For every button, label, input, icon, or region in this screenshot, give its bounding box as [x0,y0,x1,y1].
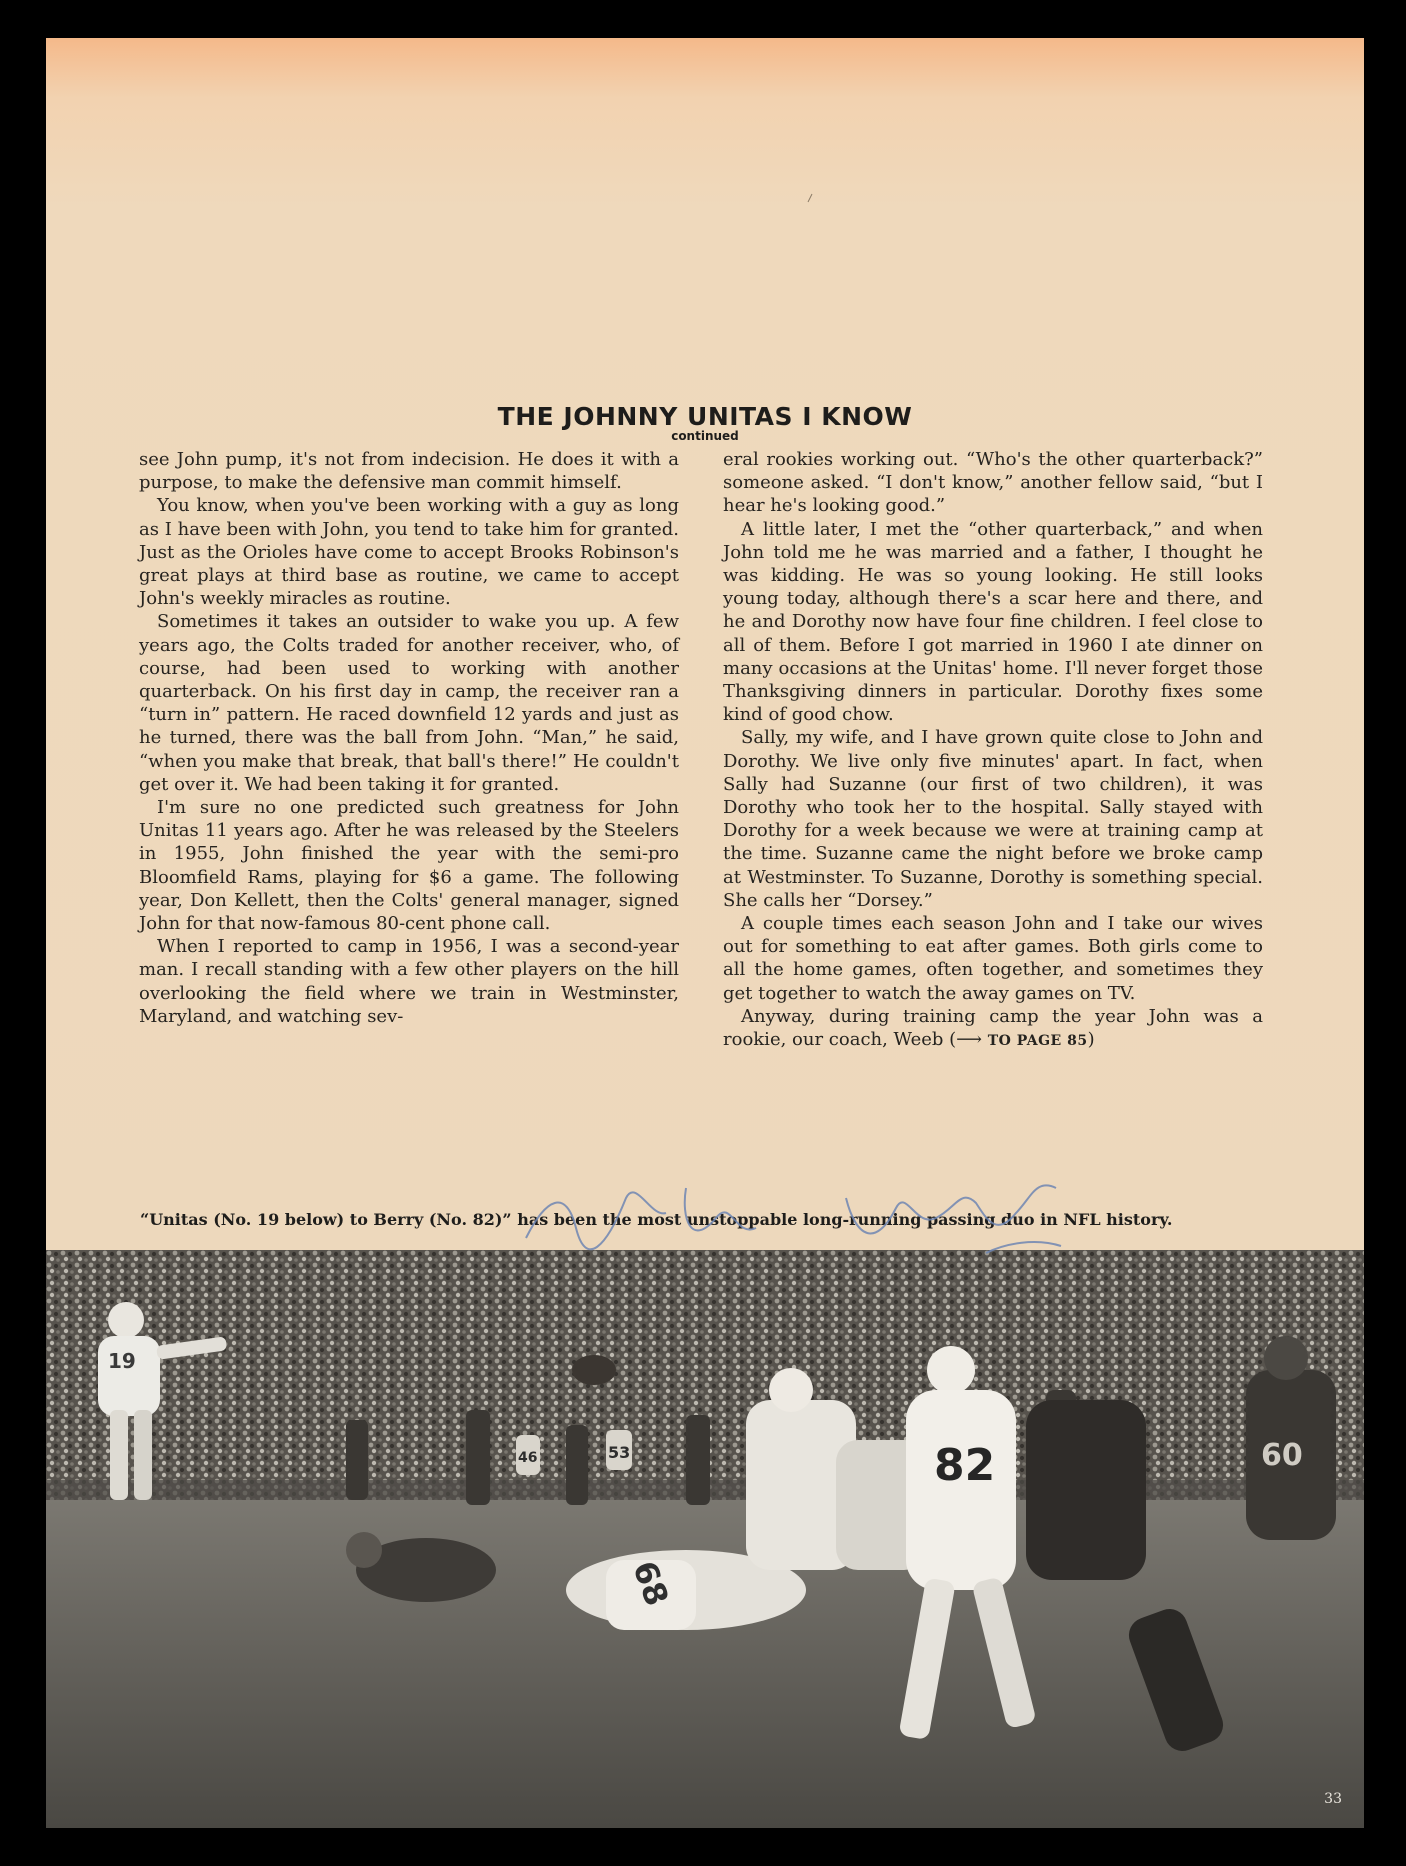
football-ball [572,1355,616,1385]
continued-label: continued [671,429,739,443]
photo-caption: “Unitas (No. 19 below) to Berry (No. 82)” has been the most unstoppable long-running passing duo in NFL history. [140,1210,1173,1229]
jersey-number: 19 [108,1349,136,1373]
jersey-number: 82 [934,1440,996,1491]
jersey-number: 53 [608,1443,631,1462]
paragraph: see John pump, it's not from indecision. He does it with a purpose, to make the defensive man commit himself. [139,449,679,494]
paragraph: A couple times each season John and I take our wives out for something to eat after games. Both girls come to all the home games, often together, and sometimes they get together to watch the away games on TV. [723,913,1263,1004]
jersey-number: 68 [625,1555,677,1611]
paragraph-final [723,1005,1263,1053]
paragraph: Sometimes it takes an outsider to wake you up. A few years ago, the Colts traded for another receiver, who, of course, had been used to working with another quarterback. On his first day in camp, the receiver ran a “turn in” pattern. He raced downfield 12 yards and just as he turned, there was the ball from John. “Man,” he said, “when you make that break, that ball's there!” He couldn't get over it. We had been taking it for granted. [139,611,679,795]
arrow-icon: ⟶ [956,1029,982,1051]
continuation-link[interactable]: TO PAGE 85 [987,1033,1088,1050]
left-text-column [139,448,679,1028]
right-text-column [723,448,1263,1053]
jersey-number: 60 [1261,1438,1303,1473]
paragraph-close: ) [1087,1029,1095,1051]
magazine-page [46,38,1364,1828]
page-number: 33 [1324,1791,1342,1807]
autograph-signature [516,1158,1236,1268]
photo-scene [46,1250,1364,1828]
paragraph: I'm sure no one predicted such greatness for John Unitas 11 years ago. After he was released by the Steelers in 1955, John finished the year with the semi-pro Bloomfield Rams, playing for $6 a game. The following year, Don Kellett, then the Colts' general manager, signed John for that now-famous 80-cent phone call. [139,797,679,935]
paragraph: When I reported to camp in 1956, I was a second-year man. I recall standing with a few other players on the hill overlooking the field where we train in Westminster, Maryland, and watching sev- [139,936,679,1027]
paragraph-text: Anyway, during training camp the year John was a rookie, our coach, Weeb ( [723,1005,1263,1051]
paragraph: You know, when you've been working with a guy as long as I have been with John, you tend to take him for granted. Just as the Orioles have come to accept Brooks Robinson's great plays at third base as routine, we came to accept John's weekly miracles as routine. [139,495,679,610]
football-photo [46,1250,1364,1828]
article-headline: THE JOHNNY UNITAS I KNOW [497,402,913,431]
paragraph: eral rookies working out. “Who's the other quarterback?” someone asked. “I don't know,” another fellow said, “but I hear he's looking good.” [723,449,1263,517]
paragraph: A little later, I met the “other quarterback,” and when John told me he was married and a father, I thought he was kidding. He was so young looking. He still looks young today, although there's a scar here and there, and he and Dorothy now have four fine children. I feel close to all of them. Before I got married in 1960 I ate dinner on many occasions at the Unitas' home. I'll never forget those Thanksgiving dinners in particular. Dorothy fixes some kind of good chow. [723,518,1263,726]
jersey-number: 46 [518,1450,538,1466]
paragraph: Sally, my wife, and I have grown quite close to John and Dorothy. We live only five minutes' apart. In fact, when Sally had Suzanne (our first of two children), it was Dorothy who took her to the hospital. Sally stayed with Dorothy for a week because we were at training camp at the time. Suzanne came the night before we broke camp at Westminster. To Suzanne, Dorothy is something special. She calls her “Dorsey.” [723,727,1263,911]
paper-mark [806,188,816,198]
